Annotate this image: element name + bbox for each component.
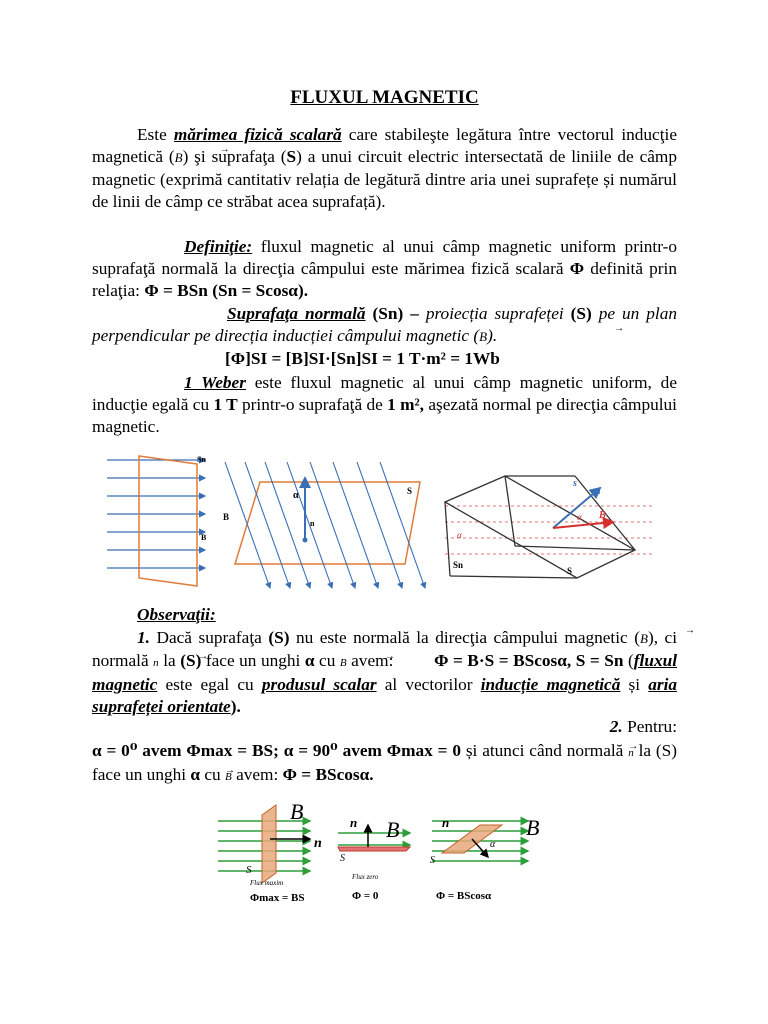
svg-text:S: S — [246, 864, 252, 876]
fig1-label-s2: S — [567, 566, 573, 576]
flux-cases-figure — [210, 795, 560, 910]
flux-formula: Φ = BSn (Sn = Scosα). — [144, 281, 309, 300]
observation-1: 1. Dacă suprafaţa (S) nu este normală la direcţia câmpului magnetic (→ B), ci normală → n la (S) face un unghi α cu → B avem: Φ = B·S = BScosα, S = Sn (fluxul magnetic este egal cu produsul scalar al vectorilor inducție magnetică și aria suprafeței orientate). — [92, 627, 677, 718]
svg-text:n: n — [314, 836, 322, 851]
fig1-label-sn2: Sn — [453, 560, 464, 570]
fig1-label-b1: B — [223, 512, 230, 522]
flux-diagrams-figure — [105, 448, 660, 596]
svg-text:α: α — [490, 839, 496, 850]
flux-max-case — [218, 799, 322, 904]
projection-diagram — [445, 476, 655, 578]
fig1-label-s: S — [407, 486, 413, 496]
svg-text:B: B — [526, 815, 540, 840]
fig1-label-s-vec: s — [573, 478, 577, 489]
scalar-term: mărimea fizică scalară — [173, 125, 342, 144]
fig1-label-b-vec: B — [599, 510, 606, 521]
page-title: FLUXUL MAGNETIC — [290, 87, 479, 108]
fig1-label-alpha2: α — [577, 512, 582, 522]
normal-surface-paragraph: Suprafaţa normală (Sn) – proiecția suprafeței (S) pe un plan perpendicular pe direcția inducției câmpului magnetic (→ B). — [92, 303, 677, 348]
flux-zero-case — [338, 815, 410, 902]
si-units-line: [Φ]SI = [B]SI·[Sn]SI = 1 T·m² = 1Wb — [225, 349, 500, 368]
svg-text:B: B — [290, 799, 304, 824]
formula-flux-zero: Φ = 0 — [352, 890, 379, 902]
scalar-product-term: produsul scalar — [261, 675, 377, 694]
fig1-label-alpha3: α — [457, 530, 462, 540]
normal-surface-diagram — [107, 455, 229, 586]
fig1-label-sn: Sn — [197, 455, 206, 464]
definition-paragraph: Definiţie: fluxul magnetic al unui câmp magnetic uniform printr-o suprafaţă normală la direcţia câmpului este mărimea fizică scalară Φ definită prin relaţia: Φ = BSn (Sn = Scosα). — [92, 237, 677, 300]
observation-2-header: 2. Pentru: — [609, 717, 677, 736]
svg-text:B: B — [386, 817, 400, 842]
tilted-surface-diagram — [225, 462, 425, 588]
fig1-label-n: n — [310, 519, 315, 528]
caption-flux-max: Flux maxim — [250, 879, 284, 887]
observations-heading: Observaţii: — [137, 605, 216, 624]
fig1-label-b2: B — [201, 533, 207, 542]
formula-flux-oblique: Φ = BScosα — [436, 890, 492, 902]
fig1-label-n-vec: n — [595, 486, 601, 497]
flux-oblique-case — [430, 815, 539, 902]
weber-label: 1 Weber — [184, 373, 246, 392]
definition-label: Definiţie: — [184, 237, 253, 256]
formula-flux-max: Φmax = BS — [250, 892, 305, 904]
svg-text:n: n — [350, 815, 358, 830]
induction-term: inducție magnetică — [480, 675, 621, 694]
flux-term: fluxul magnetic — [92, 651, 678, 694]
weber-paragraph: 1 Weber este fluxul magnetic al unui câmp magnetic uniform, de inducţie egală cu 1 T printr-o suprafaţă de 1 m², aşezată normal pe direcţia câmpului magnetic. — [92, 373, 677, 436]
oriented-area-term: aria suprafeței orientate — [92, 675, 678, 716]
fig1-label-alpha: α — [293, 490, 299, 501]
normal-surface-label: Suprafaţa normală — [227, 304, 366, 323]
caption-flux-zero: Flux zero — [352, 873, 379, 881]
svg-text:S: S — [430, 855, 435, 866]
svg-text:S: S — [340, 853, 345, 864]
observation-2: α = 0⁰ avem Φmax = BS; α = 90⁰ avem Φmax = 0 și atunci când normală → n la (S) face un unghi α cu → B avem: Φ = BScosα. — [92, 740, 677, 788]
svg-text:n: n — [442, 815, 450, 830]
vector-b: → B — [175, 150, 183, 165]
intro-paragraph: Este mărimea fizică scalară care stabileşte legătura între vectorul inducţie magnetică (→ B) şi suprafaţa (S) a unui circuit electric intersectată de liniile de câmp magnetic (exprimă cantitativ relația de legătură dintre aria unei suprafețe și numărul de linii de câmp ce străbat acea suprafață). — [92, 124, 677, 213]
